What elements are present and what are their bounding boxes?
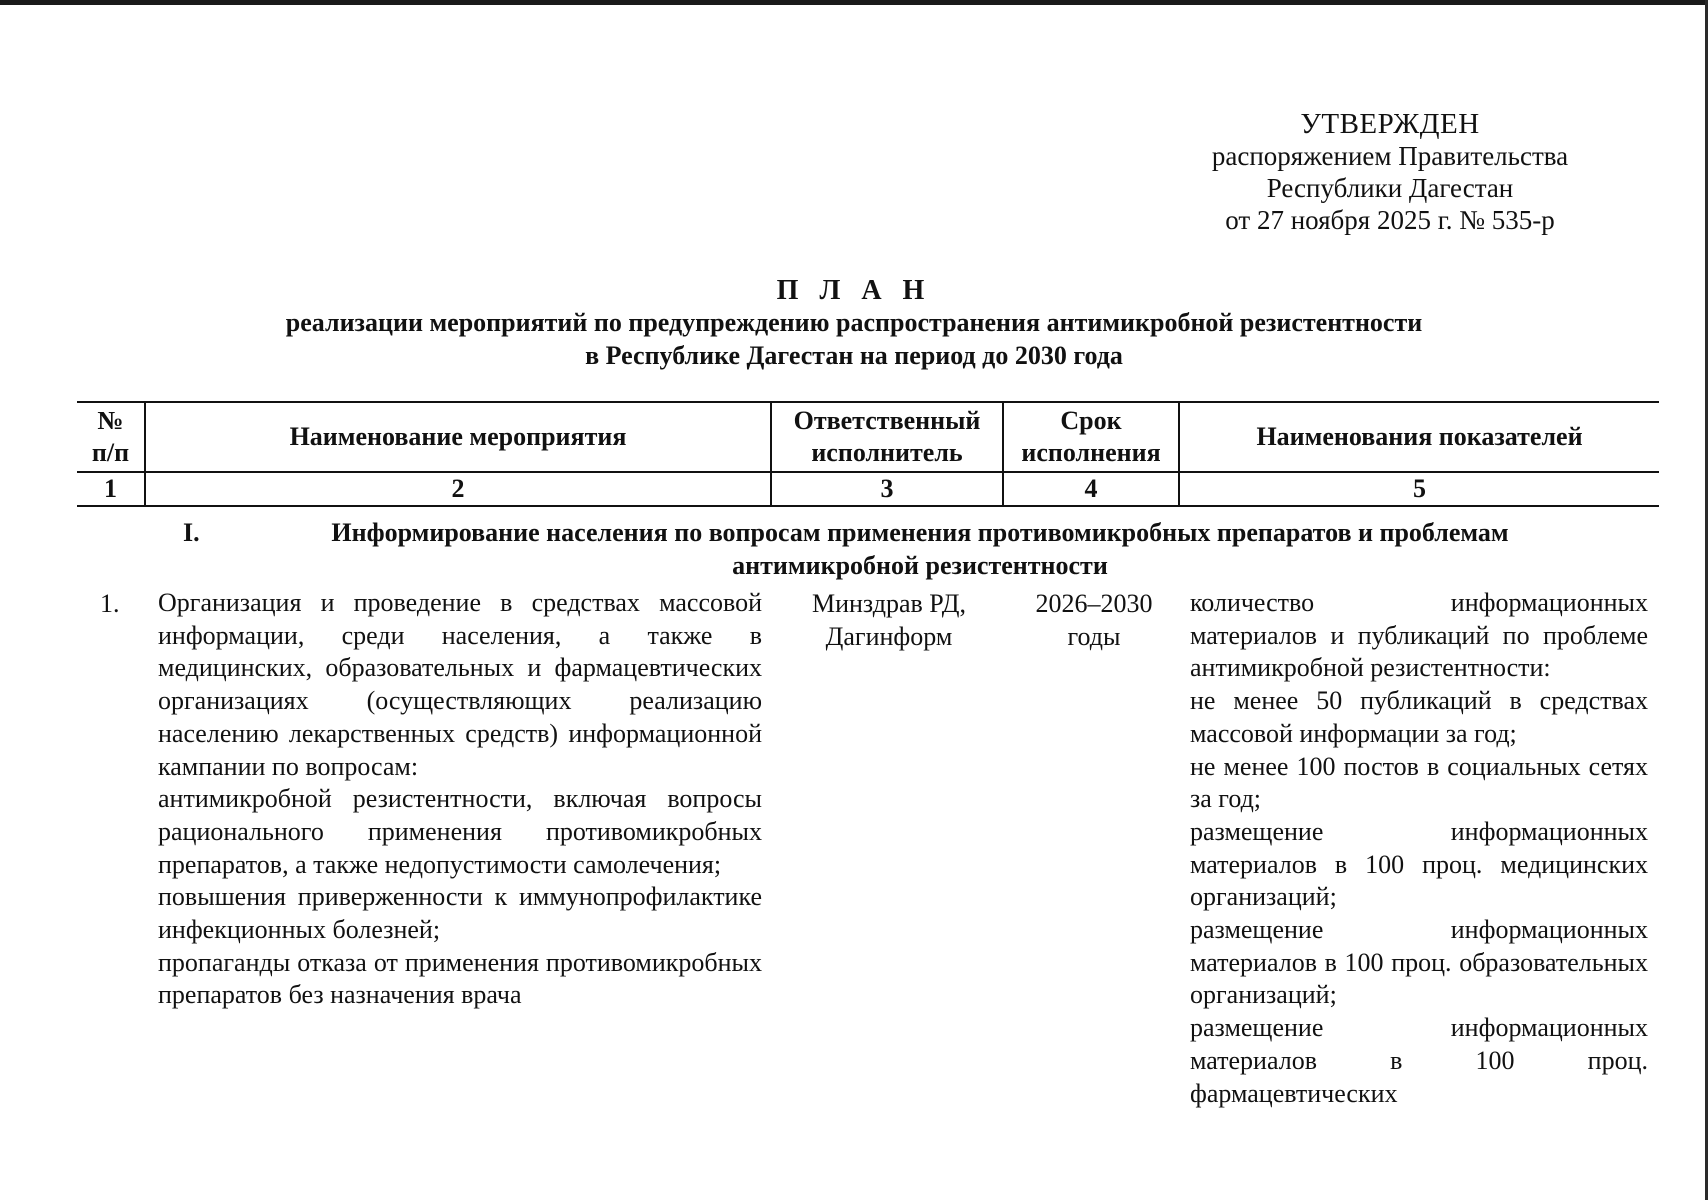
header-action-name: Наименование мероприятия (145, 402, 771, 472)
approval-line-decree: распоряжением Правительства (1211, 141, 1569, 171)
row-number: 1. (100, 589, 120, 618)
indicator-paragraph: размещение информационных материалов в 100 проц. медицинских организаций; (1190, 816, 1648, 912)
header-executor (771, 402, 1003, 472)
header-number-abbrev: п/п (91, 438, 130, 467)
executor-line-1: Минздрав РД, (811, 589, 967, 618)
header-number-symbol: № (97, 406, 124, 435)
scan-top-edge (0, 0, 1708, 5)
header-row (77, 402, 1659, 472)
document-title: П Л А Н (776, 275, 932, 306)
column-number-3: 3 (771, 472, 1003, 506)
approval-heading: УТВЕРЖДЕН (1300, 108, 1480, 140)
indicator-paragraph: не менее 100 постов в социальных сетях за год; (1190, 751, 1648, 814)
plan-header-table (77, 401, 1659, 507)
indicator-paragraph: количество информационных материалов и публикаций по проблеме антимикробной резистентности: (1190, 588, 1648, 683)
term-line-1: 2026–2030 (1035, 589, 1153, 618)
header-executor-line-2: исполнитель (811, 438, 963, 467)
executor-line-2: Дагинформ (825, 622, 953, 651)
action-paragraph: антимикробной резистентности, включая вопросы рационального применения противомикробных препаратов, а также недопустимости самолечения; (158, 784, 762, 879)
row-term (1010, 587, 1178, 653)
action-paragraph: пропаганды отказа от применения противомикробных препаратов без назначения врача (158, 947, 762, 1010)
column-number-1: 1 (77, 472, 145, 506)
row-action-text (158, 587, 762, 1012)
approval-line-republic: Республики Дагестан (1266, 173, 1514, 203)
column-number-5: 5 (1179, 472, 1659, 506)
approval-line-date: от 27 ноября 2025 г. № 535-р (1225, 205, 1555, 235)
column-number-2: 2 (145, 472, 771, 506)
section-title: Информирование населения по вопросам применения противомикробных препаратов и проблемам антимикробной резистентности (331, 518, 1509, 580)
indicator-paragraph: не менее 50 публикаций в средствах массовой информации за год; (1190, 686, 1648, 748)
approval-block (1190, 108, 1590, 236)
term-line-2: годы (1067, 622, 1121, 651)
action-paragraph: Организация и проведение в средствах массовой информации, среди населения, а также в медицинских, образовательных и фармацевтических организациях (осуществляющих реализацию населению лекарственных средств) информационной кампании по вопросам: (158, 588, 762, 781)
action-paragraph: повышения приверженности к иммунопрофилактике инфекционных болезней; (158, 882, 762, 945)
header-term-line-2: исполнения (1021, 438, 1161, 467)
header-executor-line-1: Ответственный (793, 406, 981, 435)
header-term (1003, 402, 1179, 472)
row-executor (780, 587, 998, 653)
header-number (77, 402, 145, 472)
row-indicators (1190, 587, 1648, 1110)
indicator-paragraph: размещение информационных материалов в 100 проц. образовательных организаций; (1190, 915, 1648, 1010)
indicator-paragraph: размещение информационных материалов в 100 проц. фармацевтических (1190, 1013, 1648, 1108)
section-number: I. (183, 518, 200, 547)
document-subtitle-line-1: реализации мероприятий по предупреждению распространения антимикробной резистентности (285, 308, 1423, 337)
document-subtitle-line-2: в Республике Дагестан на период до 2030 года (585, 341, 1123, 370)
header-indicators: Наименования показателей (1179, 402, 1659, 472)
column-number-4: 4 (1003, 472, 1179, 506)
document-subtitle (180, 306, 1528, 372)
column-number-row (77, 472, 1659, 506)
header-term-line-1: Срок (1060, 406, 1122, 435)
